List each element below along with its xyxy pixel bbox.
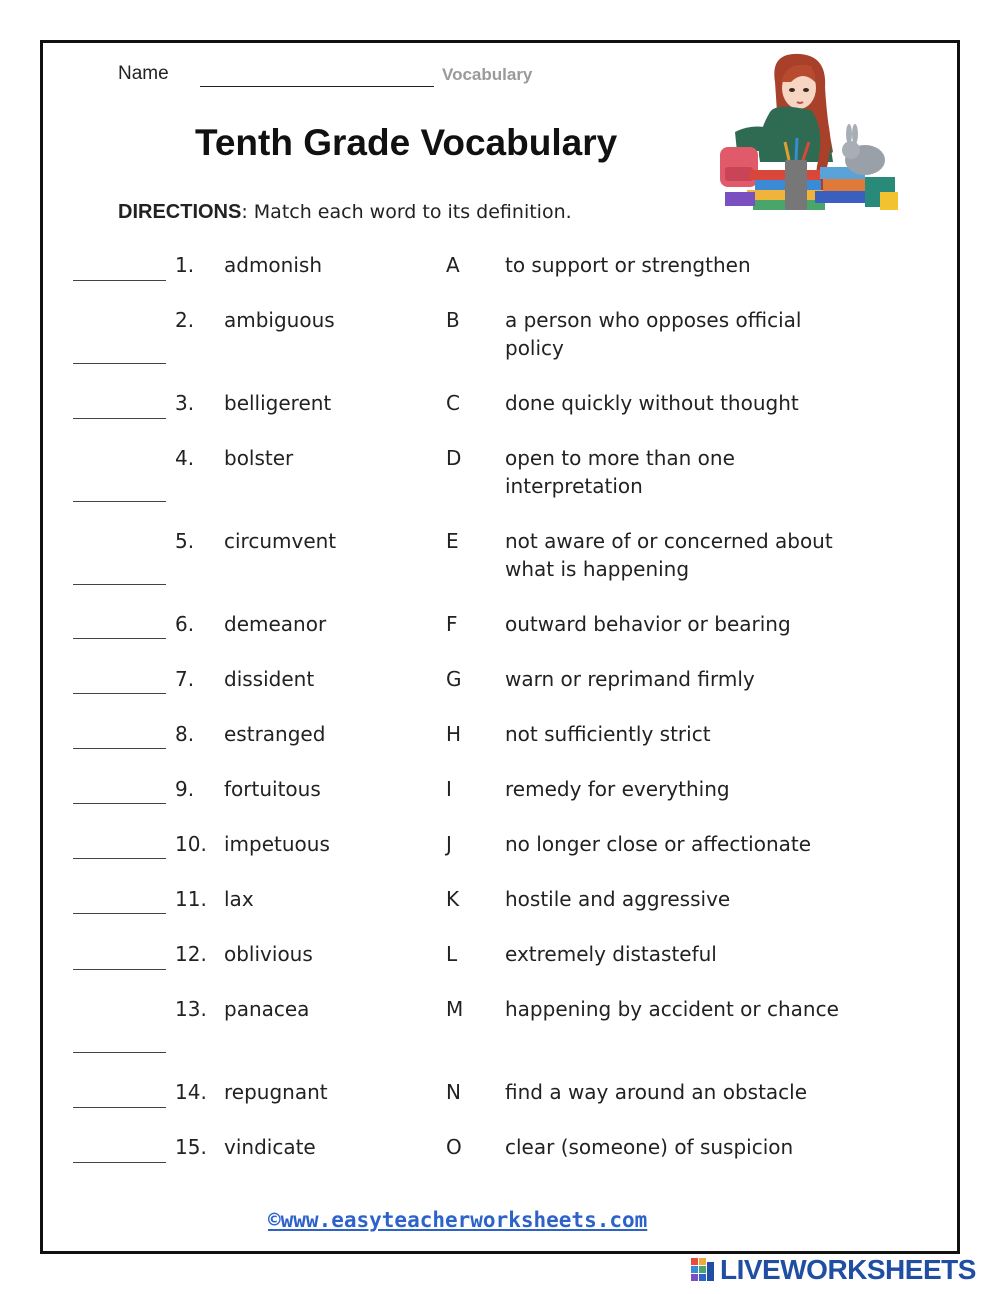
item-number: 1. [175, 253, 195, 277]
answer-blank[interactable] [73, 1162, 166, 1163]
answer-blank[interactable] [73, 969, 166, 970]
definition-letter: F [446, 612, 458, 636]
vocab-word: oblivious [224, 942, 313, 966]
definition-text: not sufficiently strict [505, 722, 711, 746]
item-number: 11. [175, 887, 207, 911]
item-number: 8. [175, 722, 195, 746]
header-tag: Vocabulary [442, 65, 533, 84]
answer-blank[interactable] [73, 363, 166, 364]
definition-letter: K [446, 887, 460, 911]
definition-letter: G [446, 667, 462, 691]
student-illustration [715, 52, 905, 224]
vocab-word: estranged [224, 722, 326, 746]
vocab-word: admonish [224, 253, 322, 277]
definition-letter: D [446, 446, 462, 470]
definition-letter: L [446, 942, 458, 966]
vocab-word: vindicate [224, 1135, 316, 1159]
directions [118, 201, 572, 224]
name-input-line[interactable] [200, 86, 434, 87]
definition-letter: I [446, 777, 452, 801]
vocab-word: bolster [224, 446, 294, 470]
item-number: 13. [175, 997, 207, 1021]
vocab-word: fortuitous [224, 777, 321, 801]
definition-text: a person who opposes official policy [505, 308, 802, 360]
page-title: Tenth Grade Vocabulary [195, 122, 618, 163]
brand-text: LIVEWORKSHEETS [720, 1254, 976, 1285]
definition-letter: C [446, 391, 460, 415]
answer-blank[interactable] [73, 693, 166, 694]
answer-blank[interactable] [73, 1052, 166, 1053]
vocab-word: dissident [224, 667, 315, 691]
vocab-word: circumvent [224, 529, 337, 553]
definition-letter: B [446, 308, 460, 332]
item-number: 12. [175, 942, 207, 966]
definition-text: clear (someone) of suspicion [505, 1135, 794, 1159]
liveworksheets-icon [690, 1257, 716, 1283]
name-label: Name [118, 63, 169, 84]
definition-letter: O [446, 1135, 462, 1159]
vocab-word: belligerent [224, 391, 332, 415]
answer-blank[interactable] [73, 501, 166, 502]
directions-label: DIRECTIONS [118, 201, 242, 223]
definition-letter: N [446, 1080, 461, 1104]
footer-link[interactable]: ©www.easyteacherworksheets.com [268, 1208, 648, 1232]
definition-letter: H [446, 722, 462, 746]
answer-blank[interactable] [73, 584, 166, 585]
item-number: 7. [175, 667, 195, 691]
definition-text: not aware of or concerned about what is happening [505, 529, 833, 581]
answer-blank[interactable] [73, 803, 166, 804]
vocab-word: panacea [224, 997, 310, 1021]
definition-text: no longer close or affectionate [505, 832, 812, 856]
directions-text: : Match each word to its definition. [241, 201, 572, 223]
vocab-word: demeanor [224, 612, 327, 636]
definition-letter: M [446, 997, 464, 1021]
answer-blank[interactable] [73, 280, 166, 281]
vocab-word: impetuous [224, 832, 330, 856]
item-number: 6. [175, 612, 195, 636]
definition-text: hostile and aggressive [505, 887, 731, 911]
liveworksheets-logo [690, 1255, 976, 1285]
definition-text: outward behavior or bearing [505, 612, 791, 636]
definition-text: to support or strengthen [505, 253, 751, 277]
item-number: 10. [175, 832, 207, 856]
item-number: 15. [175, 1135, 207, 1159]
vocab-word: repugnant [224, 1080, 328, 1104]
definition-text: open to more than one interpretation [505, 446, 735, 498]
answer-blank[interactable] [73, 638, 166, 639]
item-number: 3. [175, 391, 195, 415]
definition-text: happening by accident or chance [505, 997, 839, 1021]
item-number: 9. [175, 777, 195, 801]
vocab-word: ambiguous [224, 308, 335, 332]
item-number: 5. [175, 529, 195, 553]
definition-text: extremely distasteful [505, 942, 717, 966]
answer-blank[interactable] [73, 1107, 166, 1108]
definition-letter: J [446, 832, 452, 856]
item-number: 14. [175, 1080, 207, 1104]
definition-text: remedy for everything [505, 777, 730, 801]
answer-blank[interactable] [73, 418, 166, 419]
definition-text: done quickly without thought [505, 391, 799, 415]
definition-text: warn or reprimand firmly [505, 667, 755, 691]
answer-blank[interactable] [73, 913, 166, 914]
item-number: 2. [175, 308, 195, 332]
definition-text: find a way around an obstacle [505, 1080, 808, 1104]
answer-blank[interactable] [73, 748, 166, 749]
definition-letter: E [446, 529, 459, 553]
definition-letter: A [446, 253, 460, 277]
item-number: 4. [175, 446, 195, 470]
answer-blank[interactable] [73, 858, 166, 859]
vocab-word: lax [224, 887, 254, 911]
